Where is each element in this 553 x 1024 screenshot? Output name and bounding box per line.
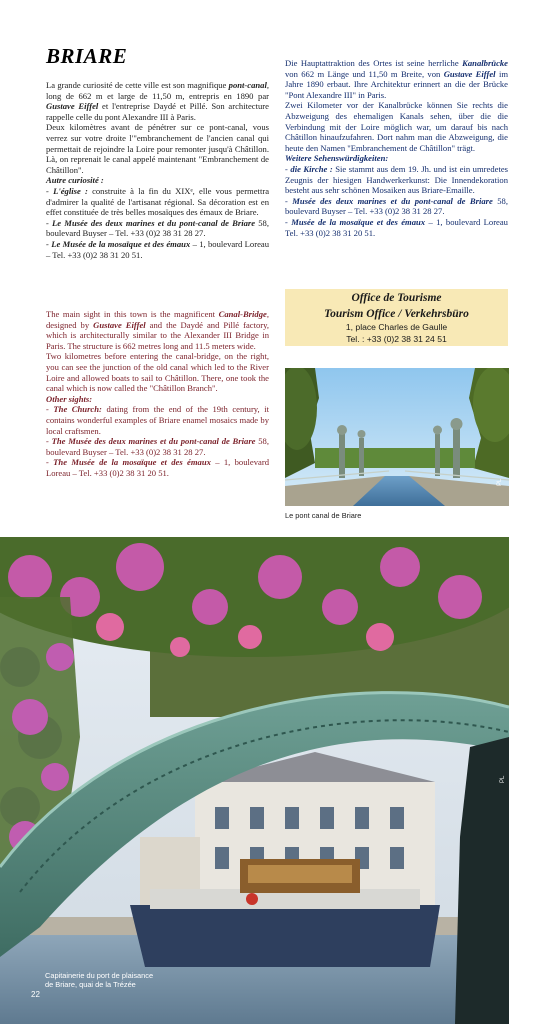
german-church-item: - die Kirche : Sie stammt aus dem 19. Jh. und ist ein umredetes Zeugnis der hiesigen Handwerkerkunst: Die Innendekoration besteht aus sehr schönen Mosaiken aus Briare-Emaille. — [285, 163, 508, 196]
english-paragraph-2: Two kilometres before entering the canal-bridge, on the right, you can see the junction of the old canal which led to the River Loire and allowed boats to sail to Châtillon. There, one took the canal which is now called the "Châtillon Branch". — [46, 351, 269, 394]
photo-big-credit: PL — [500, 775, 506, 783]
french-church-item: - L'église : construite à la fin du XIXᵉ, elle vous permettra d'admirer la qualité de l'artisanat régional. Sa décoration est en effet constituée de très belles mosaïques des émaux de Briare. — [46, 185, 270, 218]
german-paragraph-1: Die Hauptattraktion des Ortes ist seine herrliche Kanalbrücke von 662 m Länge und 11,50 m Breite, von Gustave Eiffel im Jahre 1890 erbaut. Ihre Architektur erinnert an die der Brücke "Pont Alexandre III" in Paris. — [285, 58, 509, 100]
english-paragraph-1: The main sight in this town is the magnificent Canal-Bridge, designed by Gustave Eiffel and the Daydé and Pillé factory, which is architecturally similar to the Alexander III Bridge in Paris. The structure is 662 metres long and 11.5 meters wide. — [46, 309, 270, 351]
french-text-column — [46, 80, 269, 260]
english-church-item: - The Church: dating from the end of the 19th century, it contains wonderful examples of Briare enamel mosaics made by local craftsmen. — [46, 404, 270, 436]
photo-big-caption-line-1: Capitainerie du port de plaisance — [45, 971, 154, 980]
english-text-column — [46, 309, 269, 479]
german-paragraph-2: Zwei Kilometer vor der Kanalbrücke können Sie rechts die Abzweigung des ehemaligen Kanals sehen, über die die Verbindung mit der Loire möglich war, um darauf bis nach Châtillon hinaufzufahren. Dort nahm man die Abzweigung, die heute den Namen "Embranchement de Châtillon" trägt. — [285, 100, 508, 153]
german-museum-2: - Musée de la mosaïque et des émaux – 1, boulevard Loreau Tel. +33 (0)2 38 31 20 51. — [285, 216, 508, 238]
photo-small-credit: PL — [497, 478, 503, 486]
harbour-photo — [0, 537, 509, 1024]
page-title: BRIARE — [46, 44, 128, 68]
german-museum-1: - Musée des deux marines et du pont-canal de Briare 58, boulevard Buyser – Tel. +33 (0)2 38 31 28 27. — [285, 195, 508, 217]
canal-bridge-illustration — [285, 368, 509, 506]
english-museum-2: - The Musée de la mosaïque et des émaux – 1, boulevard Loreau – Tel. +33 (0)2 38 31 20 51. — [46, 457, 270, 478]
german-other-heading: Weitere Sehenswürdigkeiten: — [285, 153, 389, 164]
office-phone: Tel. : +33 (0)2 38 31 24 51 — [346, 334, 447, 344]
french-paragraph-2: Deux kilomètres avant de pénétrer sur ce pont-canal, vous verrez sur votre droite l'"embranchement de l'ancien canal qui permettait de rejoindre la Loire pour remonter jusqu'à Châtillon. Là, on reprenait le canal appelé maintenant "Embranchement de Châtillon". — [46, 122, 269, 175]
office-title-1: Office de Tourisme — [351, 292, 442, 304]
office-address: 1, place Charles de Gaulle — [345, 322, 448, 332]
french-other-heading: Autre curiosité : — [46, 175, 104, 186]
canal-bridge-photo — [285, 368, 509, 506]
page-number: 22 — [31, 990, 40, 999]
german-text-column — [285, 58, 508, 238]
harbour-illustration — [0, 537, 509, 1024]
tourism-office-box — [285, 289, 508, 346]
photo-big-caption-line-2: de Briare, quai de la Trézée — [45, 980, 136, 989]
photo-big-caption — [45, 971, 185, 989]
french-paragraph-1: La grande curiosité de cette ville est son magnifique pont-canal, long de 662 m et large de 11,50 m, entrepris en 1890 par Gustave Eiffel et l'entreprise Daydé et Pillé. Son architecture rappelle celle du pont Alexandre III à Paris. — [46, 80, 269, 122]
english-museum-1: - The Musée des deux marines et du pont-canal de Briare 58, boulevard Buyser – Tel. +33 (0)2 38 31 28 27. — [46, 436, 269, 457]
office-title-2: Tourism Office / Verkehrsbüro — [324, 308, 469, 320]
french-museum-1: - Le Musée des deux marines et du pont-canal de Briare 58, boulevard Buyser – Tel. +33 (0)2 38 31 28 27. — [46, 217, 269, 239]
photo-small-caption: Le pont canal de Briare — [285, 511, 362, 520]
english-other-heading: Other sights: — [46, 393, 93, 404]
french-museum-2: - Le Musée de la mosaïque et des émaux – 1, boulevard Loreau – Tel. +33 (0)2 38 31 20 51. — [46, 238, 270, 260]
